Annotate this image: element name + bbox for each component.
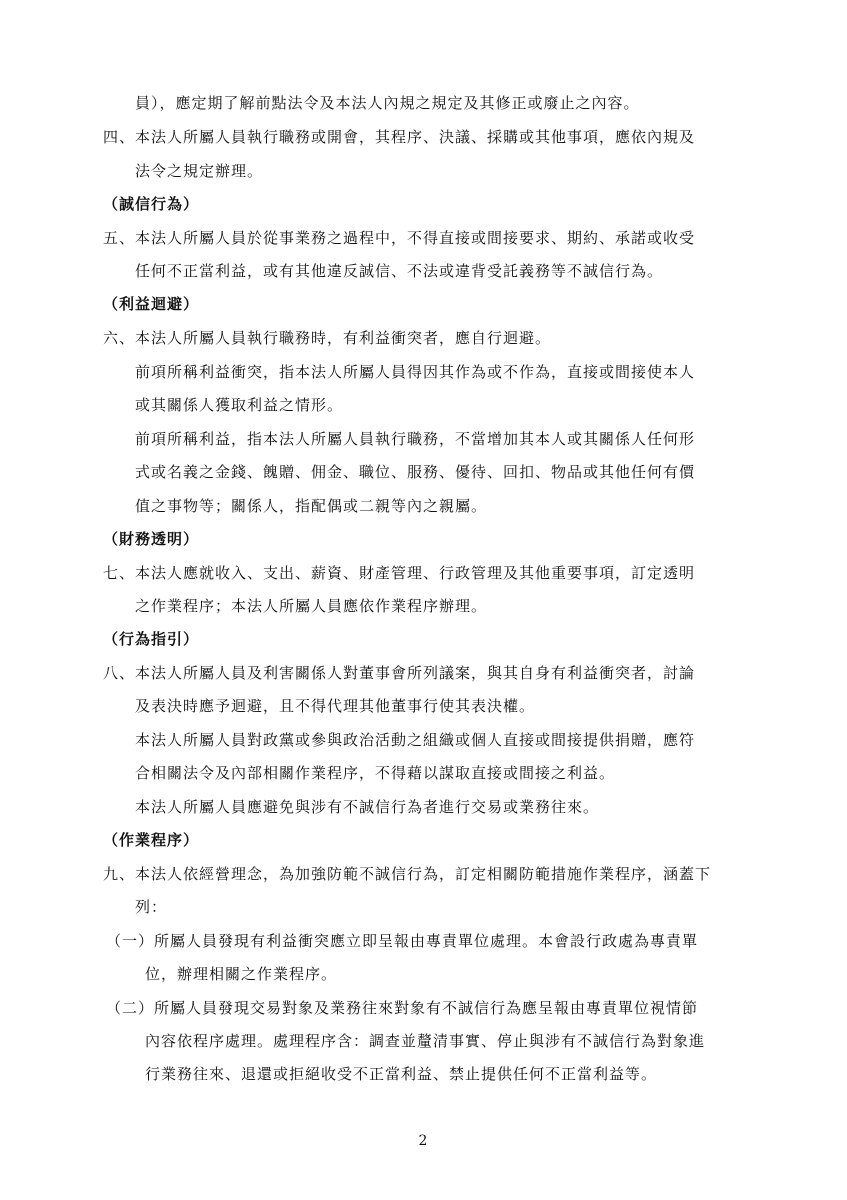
page-number: 2	[418, 1133, 429, 1149]
section-heading-conduct-guidance: （行為指引）	[103, 630, 200, 648]
section-heading-financial-transparency: （財務透明）	[103, 530, 200, 548]
text-line: 法令之規定辦理。	[135, 162, 264, 180]
text-line: 列：	[135, 898, 168, 916]
text-line: 行業務往來、退還或拒絕收受不正當利益、禁止提供任何不正當利益等。	[145, 1065, 658, 1083]
text-line: 位，辦理相關之作業程序。	[145, 965, 338, 983]
text-line: 合相關法令及內部相關作業程序，不得藉以謀取直接或間接之利益。	[135, 764, 616, 782]
text-line: 本法人所屬人員對政黨或參與政治活動之組織或個人直接或間接提供捐贈，應符	[135, 731, 696, 749]
text-line: 前項所稱利益，指本法人所屬人員執行職務，不當增加其本人或其關係人任何形	[135, 430, 696, 448]
text-line: 或其關係人獲取利益之情形。	[135, 396, 344, 414]
text-line: 之作業程序；本法人所屬人員應依作業程序辦理。	[135, 597, 488, 615]
sub-item-2: （二）所屬人員發現交易對象及業務往來對象有不誠信行為應呈報由專責單位視情節	[106, 999, 699, 1017]
clause-4: 四、本法人所屬人員執行職務或開會，其程序、決議、採購或其他事項，應依內規及	[103, 128, 696, 146]
clause-7: 七、本法人應就收入、支出、薪資、財產管理、行政管理及其他重要事項，訂定透明	[103, 564, 696, 582]
section-heading-procedures: （作業程序）	[103, 831, 200, 849]
clause-9: 九、本法人依經營理念，為加強防範不誠信行為，訂定相關防範措施作業程序，涵蓋下	[103, 865, 712, 883]
clause-8: 八、本法人所屬人員及利害關係人對董事會所列議案，與其自身有利益衝突者，討論	[103, 664, 696, 682]
sub-item-1: （一）所屬人員發現有利益衝突應立即呈報由專責單位處理。本會設行政處為專責單	[106, 932, 699, 950]
text-line: 員），應定期了解前點法令及本法人內規之規定及其修正或廢止之內容。	[135, 94, 640, 112]
section-heading-conflict-avoidance: （利益迴避）	[103, 295, 200, 313]
text-line: 內容依程序處理。處理程序含：調查並釐清事實、停止與涉有不誠信行為對象進	[145, 1032, 706, 1050]
text-line: 式或名義之金錢、餽贈、佣金、職位、服務、優待、回扣、物品或其他任何有價	[135, 463, 696, 481]
clause-6: 六、本法人所屬人員執行職務時，有利益衝突者，應自行迴避。	[103, 329, 552, 347]
text-line: 值之事物等；關係人，指配偶或二親等內之親屬。	[135, 497, 488, 515]
clause-5: 五、本法人所屬人員於從事業務之過程中，不得直接或間接要求、期約、承諾或收受	[103, 229, 696, 247]
text-line: 本法人所屬人員應避免與涉有不誠信行為者進行交易或業務往來。	[135, 798, 600, 816]
text-line: 及表決時應予迴避，且不得代理其他董事行使其表決權。	[135, 697, 536, 715]
section-heading-integrity: （誠信行為）	[103, 195, 200, 213]
text-line: 前項所稱利益衝突，指本法人所屬人員得因其作為或不作為，直接或間接使本人	[135, 363, 696, 381]
text-line: 任何不正當利益，或有其他違反誠信、不法或違背受託義務等不誠信行為。	[135, 262, 664, 280]
